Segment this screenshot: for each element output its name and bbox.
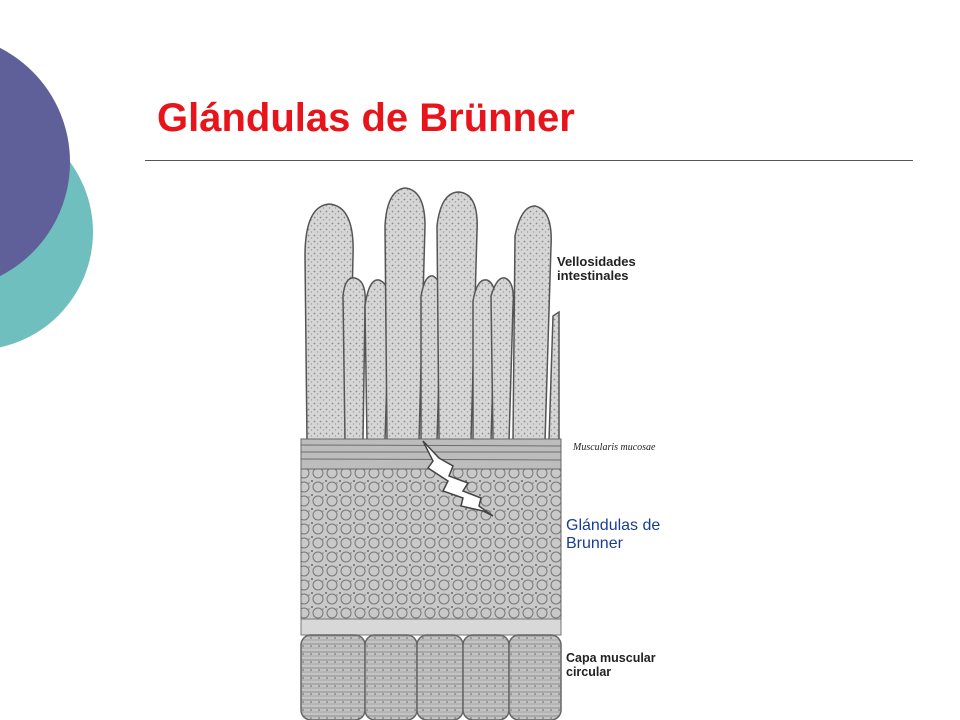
muscle-bundle (509, 635, 561, 720)
label-capa-line2: circular (566, 664, 612, 679)
label-brunner-line2: Brunner (566, 534, 623, 552)
label-villi (557, 255, 636, 284)
label-brunner-line1: Glándulas de (566, 517, 661, 534)
villus (437, 192, 477, 441)
title-divider (145, 160, 913, 161)
circular-muscle-layer (301, 635, 561, 720)
label-villi-line2: intestinales (557, 268, 629, 284)
muscle-bundle (417, 635, 463, 720)
slide-title: Glándulas de Brünner (157, 96, 575, 140)
label-circular-muscle (566, 652, 656, 680)
villus (343, 278, 365, 441)
muscle-bundle (463, 635, 509, 720)
muscle-bundle (365, 635, 417, 720)
muscle-bundle (301, 635, 365, 720)
label-brunner-glands (566, 517, 660, 552)
villus (385, 188, 425, 441)
submucosa-band (301, 619, 561, 635)
villus (491, 278, 513, 441)
intestinal-villi (305, 188, 559, 441)
label-capa-line1: Capa muscular (566, 651, 656, 665)
submucosa-brunner-glands (301, 469, 561, 619)
villus (513, 206, 551, 441)
label-muscularis-mucosae: Muscularis mucosae (573, 442, 656, 453)
villus (549, 312, 559, 441)
label-villi-line1: Vellosidades (557, 254, 636, 269)
